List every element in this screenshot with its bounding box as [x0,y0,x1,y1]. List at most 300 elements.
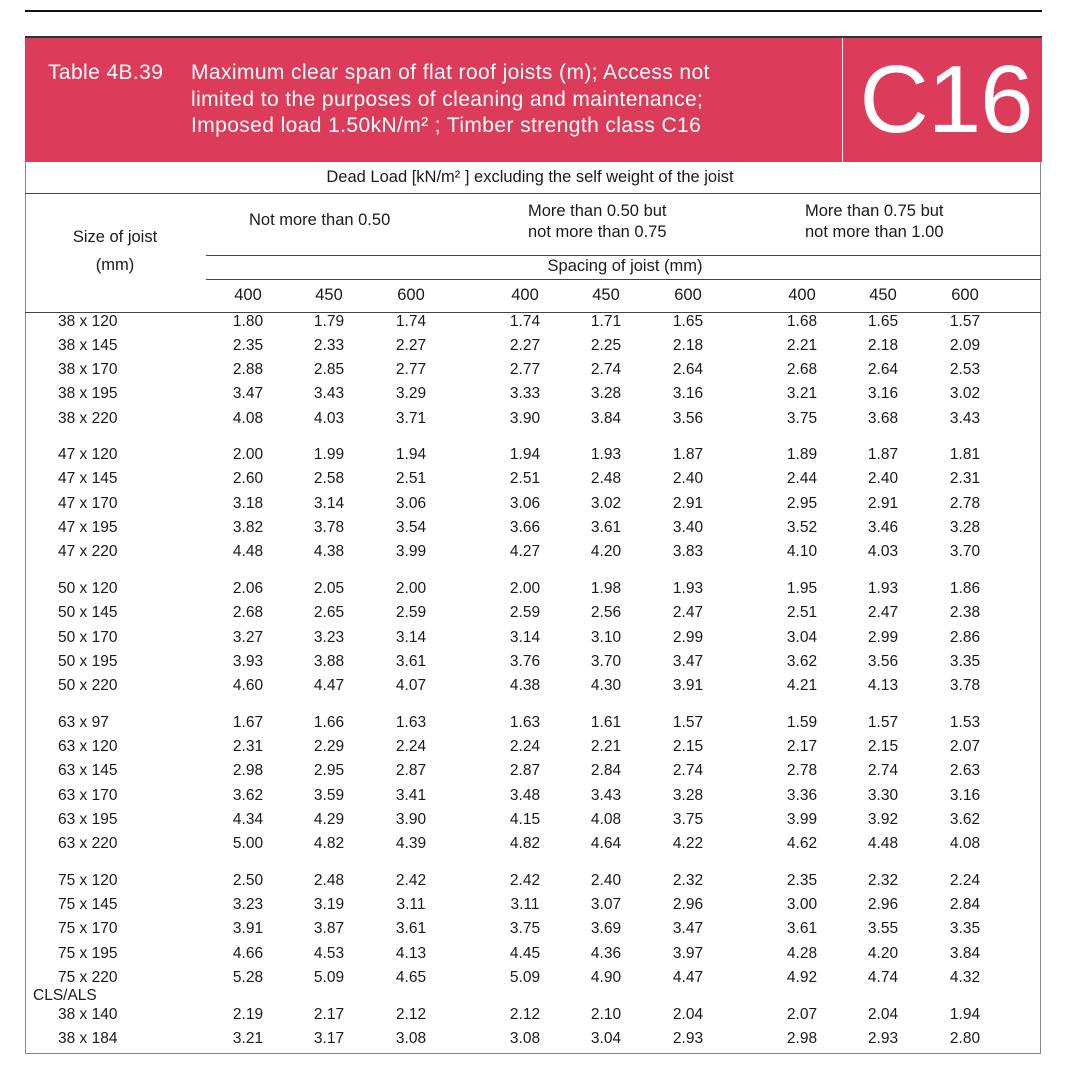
span-value-cell: 1.59 [786,714,818,731]
span-value-cell: 2.80 [949,1030,981,1047]
span-value-cell: 3.87 [313,920,345,937]
span-value-cell: 4.22 [672,835,704,852]
span-value-cell: 2.47 [672,604,704,621]
span-value-cell: 3.08 [395,1030,427,1047]
span-value-cell: 3.99 [395,543,427,560]
joist-size-cell: 50 x 120 [58,580,118,597]
span-value-cell: 4.13 [867,677,899,694]
span-value-cell: 3.14 [509,629,541,646]
span-value-cell: 3.59 [313,787,345,804]
span-value-cell: 3.54 [395,519,427,536]
span-value-cell: 3.88 [313,653,345,670]
span-value-cell: 1.61 [590,714,622,731]
span-value-cell: 4.48 [232,543,264,560]
span-value-cell: 3.47 [672,920,704,937]
span-value-cell: 1.66 [313,714,345,731]
span-value-cell: 1.95 [786,580,818,597]
span-value-cell: 3.08 [509,1030,541,1047]
span-value-cell: 4.36 [590,945,622,962]
joist-size-cell: 50 x 195 [58,653,118,670]
span-value-cell: 3.02 [949,385,981,402]
span-value-cell: 4.08 [949,835,981,852]
span-value-cell: 2.48 [313,872,345,889]
span-value-cell: 4.60 [232,677,264,694]
span-value-cell: 2.96 [672,896,704,913]
span-value-cell: 2.15 [672,738,704,755]
span-value-cell: 2.21 [786,337,818,354]
span-value-cell: 3.41 [395,787,427,804]
span-value-cell: 2.06 [232,580,264,597]
span-value-cell: 2.91 [672,495,704,512]
span-value-cell: 3.69 [590,920,622,937]
span-value-cell: 2.59 [509,604,541,621]
span-value-cell: 2.38 [949,604,981,621]
span-value-cell: 2.00 [509,580,541,597]
span-value-cell: 5.00 [232,835,264,852]
span-value-cell: 4.28 [786,945,818,962]
span-value-cell: 3.02 [590,495,622,512]
span-value-cell: 2.47 [867,604,899,621]
top-rule [25,10,1042,12]
span-value-cell: 1.68 [786,313,818,330]
load-group-3-line2: not more than 1.00 [805,223,944,241]
span-value-cell: 2.48 [590,470,622,487]
span-value-cell: 2.07 [786,1006,818,1023]
spacing-header-cell: 450 [592,286,620,304]
span-value-cell: 1.65 [672,313,704,330]
joist-size-cell: 47 x 195 [58,519,118,536]
title-line-3: Imposed load 1.50kN/m² ; Timber strength class C16 [191,114,702,137]
span-value-cell: 3.78 [313,519,345,536]
span-value-cell: 2.40 [672,470,704,487]
span-value-cell: 2.64 [672,361,704,378]
joist-size-cell: 75 x 120 [58,872,118,889]
span-value-cell: 3.71 [395,410,427,427]
span-value-cell: 3.16 [867,385,899,402]
span-value-cell: 3.27 [232,629,264,646]
span-value-cell: 4.92 [786,969,818,986]
span-value-cell: 4.64 [590,835,622,852]
span-value-cell: 3.35 [949,653,981,670]
size-heading-line1: Size of joist [72,228,158,246]
span-value-cell: 2.96 [867,896,899,913]
spacing-header-cell: 450 [315,286,343,304]
span-value-cell: 3.36 [786,787,818,804]
joist-size-cell: 50 x 170 [58,629,118,646]
span-value-cell: 4.39 [395,835,427,852]
spacing-header-cell: 400 [788,286,816,304]
span-value-cell: 3.97 [672,945,704,962]
span-value-cell: 1.86 [949,580,981,597]
span-value-cell: 1.63 [509,714,541,731]
span-value-cell: 2.68 [786,361,818,378]
span-value-cell: 2.58 [313,470,345,487]
span-value-cell: 3.16 [949,787,981,804]
span-value-cell: 4.07 [395,677,427,694]
span-value-cell: 2.91 [867,495,899,512]
joist-size-cell: 38 x 140 [58,1006,118,1023]
span-value-cell: 2.87 [509,762,541,779]
span-value-cell: 4.15 [509,811,541,828]
joist-size-cell: 50 x 145 [58,604,118,621]
span-value-cell: 3.56 [672,410,704,427]
span-value-cell: 4.38 [313,543,345,560]
span-value-cell: 3.84 [590,410,622,427]
span-value-cell: 4.30 [590,677,622,694]
span-value-cell: 2.56 [590,604,622,621]
span-value-cell: 3.75 [786,410,818,427]
span-value-cell: 2.18 [672,337,704,354]
span-value-cell: 4.08 [232,410,264,427]
span-value-cell: 3.29 [395,385,427,402]
span-value-cell: 3.61 [395,920,427,937]
span-value-cell: 2.99 [867,629,899,646]
span-value-cell: 1.57 [672,714,704,731]
spacing-heading: Spacing of joist (mm) [547,257,703,275]
rule-under-load-groups [206,255,1041,256]
span-value-cell: 2.84 [949,896,981,913]
joist-size-cell: 50 x 220 [58,677,118,694]
span-value-cell: 4.21 [786,677,818,694]
joist-size-cell: 38 x 195 [58,385,118,402]
span-value-cell: 2.24 [509,738,541,755]
span-value-cell: 1.65 [867,313,899,330]
span-value-cell: 2.51 [786,604,818,621]
span-value-cell: 2.86 [949,629,981,646]
span-value-cell: 2.31 [949,470,981,487]
span-value-cell: 4.20 [590,543,622,560]
span-value-cell: 4.34 [232,811,264,828]
span-value-cell: 3.43 [590,787,622,804]
banner-divider [842,38,843,162]
span-value-cell: 3.16 [672,385,704,402]
table-header-banner [25,36,1042,162]
span-value-cell: 1.74 [395,313,427,330]
span-value-cell: 2.40 [590,872,622,889]
span-value-cell: 4.47 [313,677,345,694]
span-value-cell: 2.32 [867,872,899,889]
span-value-cell: 2.65 [313,604,345,621]
span-value-cell: 3.33 [509,385,541,402]
joist-size-cell: 47 x 145 [58,470,118,487]
joist-size-cell: 38 x 145 [58,337,118,354]
span-value-cell: 3.48 [509,787,541,804]
span-value-cell: 2.42 [395,872,427,889]
span-value-cell: 3.68 [867,410,899,427]
span-value-cell: 2.25 [590,337,622,354]
rule-under-spacing-heading [206,279,1041,280]
span-value-cell: 2.85 [313,361,345,378]
span-value-cell: 3.23 [313,629,345,646]
span-value-cell: 3.21 [232,1030,264,1047]
span-value-cell: 2.98 [786,1030,818,1047]
span-value-cell: 2.51 [509,470,541,487]
span-value-cell: 2.98 [232,762,264,779]
span-value-cell: 3.40 [672,519,704,536]
span-value-cell: 1.99 [313,446,345,463]
span-value-cell: 3.62 [232,787,264,804]
span-value-cell: 3.28 [590,385,622,402]
span-value-cell: 2.93 [867,1030,899,1047]
span-value-cell: 2.31 [232,738,264,755]
span-value-cell: 2.78 [949,495,981,512]
span-value-cell: 2.07 [949,738,981,755]
cls-als-label: CLS/ALS [33,987,97,1004]
joist-size-cell: 47 x 120 [58,446,118,463]
span-value-cell: 2.21 [590,738,622,755]
span-value-cell: 2.60 [232,470,264,487]
span-value-cell: 3.84 [949,945,981,962]
span-value-cell: 1.57 [949,313,981,330]
span-value-cell: 2.93 [672,1030,704,1047]
span-value-cell: 2.84 [590,762,622,779]
span-value-cell: 3.23 [232,896,264,913]
span-value-cell: 3.99 [786,811,818,828]
span-value-cell: 1.81 [949,446,981,463]
span-value-cell: 4.74 [867,969,899,986]
span-value-cell: 2.24 [395,738,427,755]
span-value-cell: 1.67 [232,714,264,731]
span-value-cell: 2.74 [867,762,899,779]
span-value-cell: 4.29 [313,811,345,828]
span-value-cell: 3.11 [510,896,540,913]
span-value-cell: 3.07 [590,896,622,913]
span-value-cell: 2.12 [395,1006,427,1023]
span-value-cell: 2.00 [395,580,427,597]
span-value-cell: 5.09 [509,969,541,986]
span-value-cell: 3.76 [509,653,541,670]
joist-size-cell: 75 x 170 [58,920,118,937]
joist-size-cell: 47 x 170 [58,495,118,512]
span-value-cell: 3.56 [867,653,899,670]
span-value-cell: 2.44 [786,470,818,487]
span-value-cell: 3.70 [949,543,981,560]
spacing-header-cell: 400 [511,286,539,304]
span-value-cell: 2.64 [867,361,899,378]
span-value-cell: 2.00 [232,446,264,463]
load-group-2-line1: More than 0.50 but [528,202,667,220]
span-value-cell: 3.62 [786,653,818,670]
load-group-1-line1: Not more than 0.50 [249,211,391,229]
span-value-cell: 3.55 [867,920,899,937]
span-value-cell: 2.78 [786,762,818,779]
span-value-cell: 3.43 [949,410,981,427]
span-value-cell: 3.04 [786,629,818,646]
span-value-cell: 1.79 [313,313,345,330]
span-value-cell: 1.93 [672,580,704,597]
span-value-cell: 4.66 [232,945,264,962]
load-group-2-line2: not more than 0.75 [528,223,667,241]
span-value-cell: 2.10 [590,1006,622,1023]
span-value-cell: 3.61 [786,920,818,937]
joist-size-cell: 38 x 170 [58,361,118,378]
span-value-cell: 4.27 [509,543,541,560]
span-value-cell: 2.42 [509,872,541,889]
span-value-cell: 3.47 [232,385,264,402]
span-value-cell: 3.93 [232,653,264,670]
span-value-cell: 3.04 [590,1030,622,1047]
span-value-cell: 3.19 [313,896,345,913]
joist-size-cell: 47 x 220 [58,543,118,560]
span-value-cell: 1.93 [867,580,899,597]
span-value-cell: 4.48 [867,835,899,852]
span-value-cell: 3.90 [509,410,541,427]
span-value-cell: 4.10 [786,543,818,560]
spacing-header-cell: 600 [674,286,702,304]
span-value-cell: 2.12 [509,1006,541,1023]
span-value-cell: 4.62 [786,835,818,852]
span-value-cell: 2.19 [232,1006,264,1023]
span-value-cell: 3.00 [786,896,818,913]
span-value-cell: 3.47 [672,653,704,670]
joist-size-cell: 63 x 97 [58,714,109,731]
span-value-cell: 3.66 [509,519,541,536]
span-value-cell: 2.53 [949,361,981,378]
span-value-cell: 2.35 [786,872,818,889]
span-value-cell: 3.30 [867,787,899,804]
span-value-cell: 1.94 [509,446,541,463]
span-value-cell: 1.53 [949,714,981,731]
span-value-cell: 2.95 [313,762,345,779]
span-value-cell: 4.45 [509,945,541,962]
load-group-3-line1: More than 0.75 but [805,202,944,220]
span-value-cell: 1.94 [395,446,427,463]
span-value-cell: 2.18 [867,337,899,354]
span-value-cell: 2.04 [672,1006,704,1023]
span-value-cell: 3.82 [232,519,264,536]
span-value-cell: 1.94 [949,1006,981,1023]
rule-under-dead-load [25,193,1041,194]
span-value-cell: 3.62 [949,811,981,828]
joist-size-cell: 63 x 220 [58,835,118,852]
joist-size-cell: 75 x 220 [58,969,118,986]
span-value-cell: 4.65 [395,969,427,986]
span-value-cell: 3.61 [395,653,427,670]
span-value-cell: 3.11 [396,896,426,913]
joist-size-cell: 38 x 220 [58,410,118,427]
span-value-cell: 3.28 [949,519,981,536]
joist-size-cell: 63 x 120 [58,738,118,755]
span-value-cell: 1.74 [509,313,541,330]
span-value-cell: 1.98 [590,580,622,597]
dead-load-heading: Dead Load [kN/m² ] excluding the self weight of the joist [326,168,734,186]
span-value-cell: 3.43 [313,385,345,402]
span-value-cell: 2.05 [313,580,345,597]
span-value-cell: 2.68 [232,604,264,621]
span-value-cell: 3.06 [395,495,427,512]
span-value-cell: 4.47 [672,969,704,986]
span-value-cell: 4.32 [949,969,981,986]
span-value-cell: 4.08 [590,811,622,828]
span-value-cell: 3.78 [949,677,981,694]
span-value-cell: 2.27 [509,337,541,354]
span-value-cell: 3.83 [672,543,704,560]
span-value-cell: 2.63 [949,762,981,779]
span-value-cell: 4.03 [867,543,899,560]
span-value-cell: 4.82 [509,835,541,852]
span-value-cell: 2.95 [786,495,818,512]
joist-size-cell: 75 x 195 [58,945,118,962]
span-value-cell: 5.28 [232,969,264,986]
joist-size-cell: 63 x 145 [58,762,118,779]
table-number: Table 4B.39 [48,61,164,84]
joist-size-cell: 63 x 195 [58,811,118,828]
span-value-cell: 2.99 [672,629,704,646]
span-value-cell: 3.14 [395,629,427,646]
span-value-cell: 4.82 [313,835,345,852]
size-heading-line2: (mm) [95,256,135,274]
span-value-cell: 3.14 [313,495,345,512]
span-value-cell: 4.03 [313,410,345,427]
spacing-header-cell: 450 [869,286,897,304]
span-value-cell: 4.20 [867,945,899,962]
span-value-cell: 3.70 [590,653,622,670]
span-value-cell: 1.89 [786,446,818,463]
title-line-1: Maximum clear span of flat roof joists (m); Access not [191,61,710,84]
spacing-header-cell: 600 [951,286,979,304]
span-value-cell: 3.75 [672,811,704,828]
span-value-cell: 2.87 [395,762,427,779]
span-value-cell: 3.06 [509,495,541,512]
span-value-cell: 2.17 [786,738,818,755]
span-value-cell: 4.38 [509,677,541,694]
span-value-cell: 3.90 [395,811,427,828]
span-value-cell: 1.80 [232,313,264,330]
joist-size-cell: 63 x 170 [58,787,118,804]
joist-size-cell: 38 x 184 [58,1030,118,1047]
span-value-cell: 3.91 [232,920,264,937]
span-value-cell: 1.63 [395,714,427,731]
span-value-cell: 2.77 [509,361,541,378]
span-value-cell: 1.93 [590,446,622,463]
span-value-cell: 3.75 [509,920,541,937]
span-value-cell: 2.88 [232,361,264,378]
joist-size-cell: 75 x 145 [58,896,118,913]
span-value-cell: 2.77 [395,361,427,378]
span-value-cell: 3.92 [867,811,899,828]
span-value-cell: 2.59 [395,604,427,621]
span-value-cell: 2.09 [949,337,981,354]
title-line-2: limited to the purposes of cleaning and maintenance; [191,87,704,111]
span-value-cell: 3.17 [313,1030,345,1047]
span-value-cell: 2.74 [590,361,622,378]
span-value-cell: 2.27 [395,337,427,354]
spacing-header-cell: 400 [234,286,262,304]
span-value-cell: 4.90 [590,969,622,986]
span-value-cell: 1.87 [672,446,704,463]
span-value-cell: 1.71 [590,313,622,330]
span-value-cell: 2.15 [867,738,899,755]
span-value-cell: 3.91 [672,677,704,694]
span-value-cell: 3.46 [867,519,899,536]
span-value-cell: 3.10 [590,629,622,646]
span-value-cell: 2.17 [313,1006,345,1023]
span-value-cell: 2.40 [867,470,899,487]
span-value-cell: 2.51 [395,470,427,487]
strength-class-code: C16 [859,46,1033,153]
span-value-cell: 3.28 [672,787,704,804]
span-value-cell: 2.04 [867,1006,899,1023]
span-value-cell: 3.35 [949,920,981,937]
span-value-cell: 1.57 [867,714,899,731]
span-value-cell: 2.32 [672,872,704,889]
span-value-cell: 2.29 [313,738,345,755]
span-value-cell: 2.74 [672,762,704,779]
span-value-cell: 1.87 [867,446,899,463]
span-value-cell: 3.52 [786,519,818,536]
span-value-cell: 2.35 [232,337,264,354]
span-value-cell: 3.18 [232,495,264,512]
